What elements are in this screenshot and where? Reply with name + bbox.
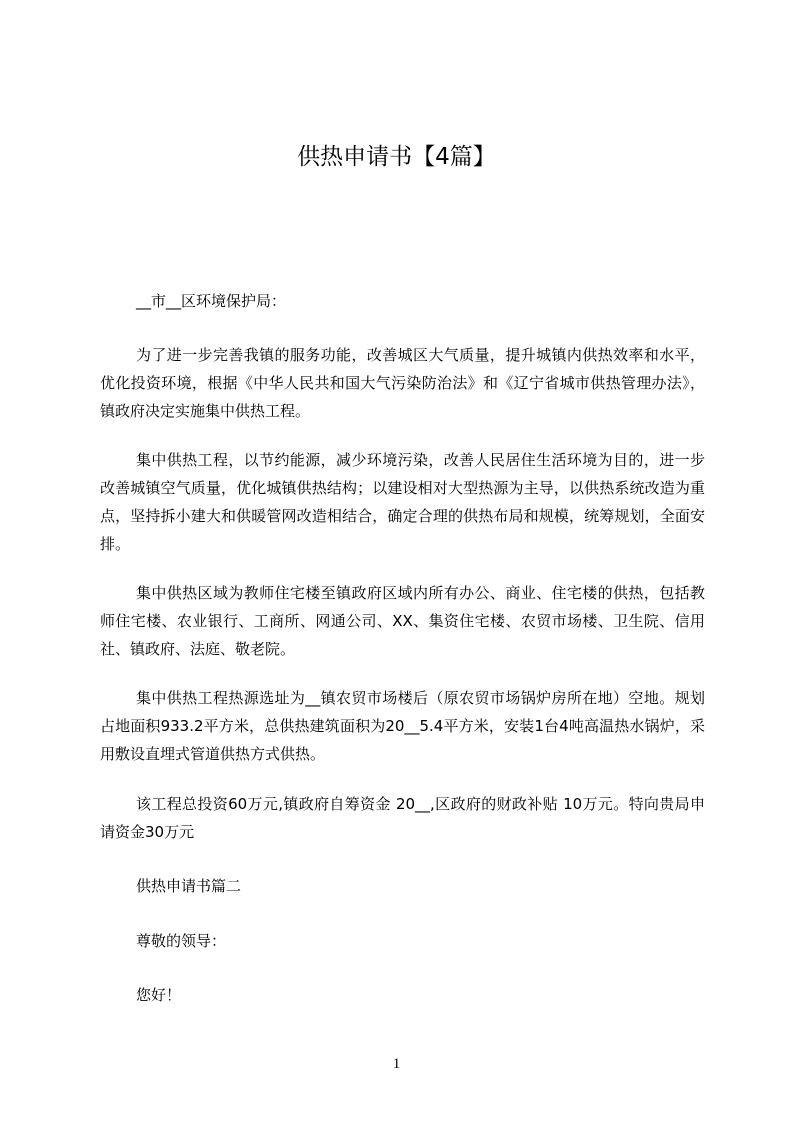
page-number: 1: [392, 1056, 401, 1072]
document-title: 供热申请书【4篇】: [297, 144, 496, 170]
greeting: 您好！: [136, 986, 182, 1004]
salutation: __市__区环境保护局：: [136, 292, 287, 310]
paragraph-5: 该工程总投资60万元,镇政府自筹资金 20__,区政府的财政补贴 10万元。特向贵局申请资金30万元: [100, 795, 705, 841]
paragraph-2: 集中供热工程，以节约能源，减少环境污染，改善人民居住生活环境为目的，进一步改善城镇空气质量，优化城镇供热结构；以建设相对大型热源为主导，以供热系统改造为重点，坚持拆小建大和供暖管网改造相结合，确定合理的供热布局和规模，统筹规划，全面安排。: [100, 451, 705, 553]
paragraph-1: 为了进一步完善我镇的服务功能，改善城区大气质量，提升城镇内供热效率和水平，优化投资环境，根据《中华人民共和国大气污染防治法》和《辽宁省城市供热管理办法》，镇政府决定实施集中供热工程。: [100, 346, 705, 420]
section-heading: 供热申请书篇二: [136, 877, 242, 895]
paragraph-3: 集中供热区域为教师住宅楼至镇政府区域内所有办公、商业、住宅楼的供热，包括教师住宅楼、农业银行、工商所、网通公司、XX、集资住宅楼、农贸市场楼、卫生院、信用社、镇政府、法庭、敬老院。: [100, 584, 705, 658]
second-salutation: 尊敬的领导：: [136, 932, 227, 950]
paragraph-4: 集中供热工程热源选址为__镇农贸市场楼后（原农贸市场锅炉房所在地）空地。规划占地面积933.2平方米，总供热建筑面积为20__5.4平方米，安装1台4吨高温热水锅炉，采用敷设直埋式管道供热方式供热。: [100, 689, 705, 763]
